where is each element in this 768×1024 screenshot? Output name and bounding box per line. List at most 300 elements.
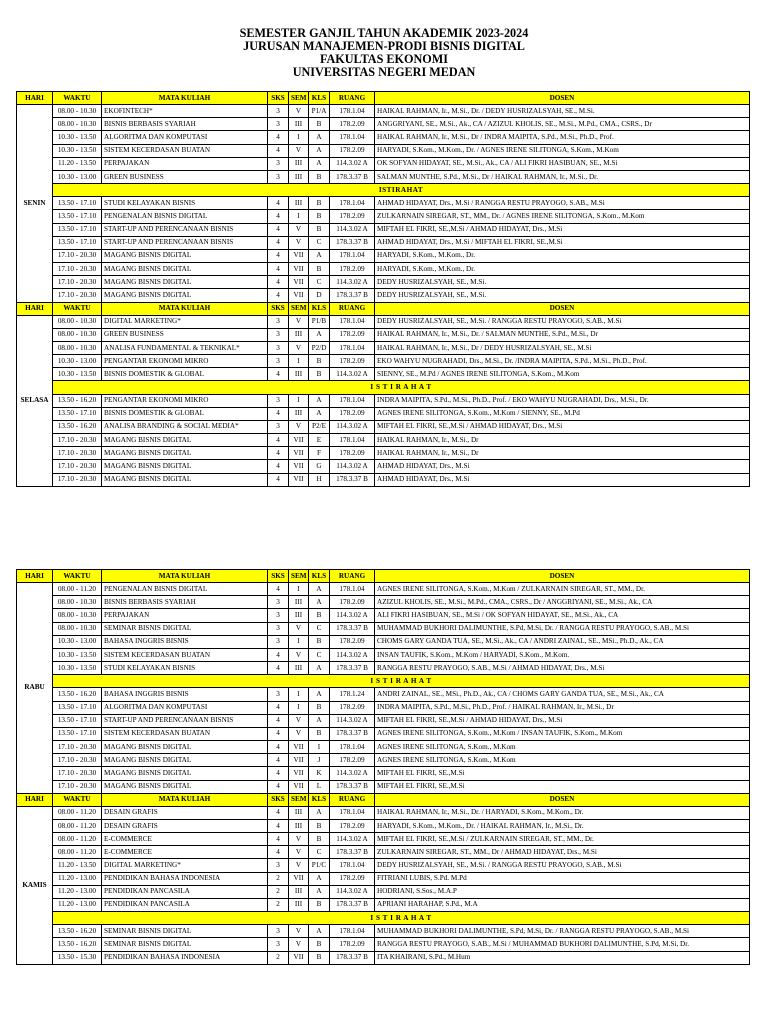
- dosen-cell: OK SOFYAN HIDAYAT, SE., M.Si., Ak., CA / ALI FIKRI HASIBUAN, SE., M.Si: [375, 157, 750, 170]
- waktu-cell: 17.10 - 20.30: [53, 767, 102, 780]
- kls-cell: B: [309, 118, 330, 131]
- table-row: [17, 846, 750, 859]
- table-row: [17, 767, 750, 780]
- ruang-cell: 178.2.09: [330, 819, 375, 832]
- dosen-cell: ANGGRIYANI, SE., M.Si., Ak., CA / AZIZUL KHOLIS, SE., M.Si., M.Pd., CMA., CSRS., Dr: [375, 118, 750, 131]
- mata-kuliah-cell: STUDI KELAYAKAN BISNIS: [102, 197, 268, 210]
- header-faculty: FAKULTAS EKONOMI: [319, 52, 449, 66]
- column-header: MATA KULIAH: [102, 92, 268, 105]
- table-row: [17, 596, 750, 609]
- dosen-cell: RANGGA RESTU PRAYOGO, S.AB., M.Si / MUHAMMAD BUKHORI DALIMUNTHE, S.Pd, M.Si, Dr.: [375, 938, 750, 951]
- sem-cell: VII: [289, 434, 309, 447]
- waktu-cell: 13.50 - 17.10: [53, 701, 102, 714]
- kls-cell: P1/B: [309, 315, 330, 328]
- sks-cell: 4: [268, 210, 289, 223]
- ruang-cell: 178.2.09: [330, 263, 375, 276]
- ruang-cell: 178.3.37 B: [330, 951, 375, 964]
- waktu-cell: 08.00 - 10.30: [53, 341, 102, 354]
- column-header: KLS: [309, 92, 330, 105]
- sks-cell: 4: [268, 263, 289, 276]
- table-row: [17, 622, 750, 635]
- mata-kuliah-cell: MAGANG BISNIS DIGITAL: [102, 741, 268, 754]
- mata-kuliah-cell: PENGENALAN BISNIS DIGITAL: [102, 210, 268, 223]
- column-header: MATA KULIAH: [102, 570, 268, 583]
- ruang-cell: 114.3.02 A: [330, 767, 375, 780]
- sem-cell: V: [289, 420, 309, 433]
- table-row: [17, 407, 750, 420]
- dosen-cell: MIFTAH EL FIKRI, SE.,M.Si / AHMAD HIDAYAT, Drs., M.Si: [375, 223, 750, 236]
- dosen-cell: HARYADI, S.Kom., M.Kom., Dr.: [375, 249, 750, 262]
- dosen-cell: INDRA MAIPITA, S.Pd., M.Si., Ph.D., Prof. / EKO WAHYU NUGRAHADI, Drs., M.Si., Dr.: [375, 394, 750, 407]
- kls-cell: H: [309, 473, 330, 486]
- column-header: KLS: [309, 302, 330, 315]
- break-label: ISTIRAHAT: [53, 184, 750, 197]
- sks-cell: 4: [268, 767, 289, 780]
- waktu-cell: 17.10 - 20.30: [53, 263, 102, 276]
- ruang-cell: 178.2.09: [330, 872, 375, 885]
- table-row: [17, 394, 750, 407]
- day-cell: SELASA: [17, 315, 53, 486]
- sem-cell: I: [289, 131, 309, 144]
- kls-cell: B: [309, 368, 330, 381]
- mata-kuliah-cell: STUDI KELAYAKAN BISNIS: [102, 662, 268, 675]
- ruang-cell: 178.1.04: [330, 105, 375, 118]
- dosen-cell: RANGGA RESTU PRAYOGO, S.AB., M.Si / AHMAD HIDAYAT, Drs., M.Si: [375, 662, 750, 675]
- sks-cell: 2: [268, 951, 289, 964]
- kls-cell: B: [309, 819, 330, 832]
- column-header: HARI: [17, 570, 53, 583]
- ruang-cell: 178.2.09: [330, 144, 375, 157]
- sem-cell: VII: [289, 951, 309, 964]
- mata-kuliah-cell: SEMINAR BISNIS DIGITAL: [102, 622, 268, 635]
- dosen-cell: HAIKAL RAHMAN, Ir., M.Si., Dr / DEDY HUSRIZALSYAH, SE., M.Si: [375, 341, 750, 354]
- waktu-cell: 11.20 - 13.50: [53, 859, 102, 872]
- kls-cell: A: [309, 885, 330, 898]
- ruang-cell: 178.2.09: [330, 754, 375, 767]
- ruang-cell: 178.2.09: [330, 596, 375, 609]
- kls-cell: A: [309, 714, 330, 727]
- column-header: RUANG: [330, 570, 375, 583]
- sem-cell: V: [289, 833, 309, 846]
- sks-cell: 3: [268, 315, 289, 328]
- kls-cell: B: [309, 197, 330, 210]
- ruang-cell: 178.1.04: [330, 741, 375, 754]
- mata-kuliah-cell: SISTEM KECERDASAN BUATAN: [102, 648, 268, 661]
- sem-cell: III: [289, 328, 309, 341]
- mata-kuliah-cell: SEMINAR BISNIS DIGITAL: [102, 925, 268, 938]
- ruang-cell: 178.1.04: [330, 249, 375, 262]
- dosen-cell: DEDY HUSRIZALSYAH, SE., M.Si. / RANGGA RESTU PRAYOGO, S.AB., M.Si: [375, 315, 750, 328]
- sem-cell: I: [289, 635, 309, 648]
- table-row: [17, 780, 750, 793]
- sks-cell: 4: [268, 754, 289, 767]
- table-row: [17, 635, 750, 648]
- mata-kuliah-cell: ANALISA BRANDING & SOCIAL MEDIA*: [102, 420, 268, 433]
- waktu-cell: 08.00 - 10.30: [53, 609, 102, 622]
- mata-kuliah-cell: PENDIDIKAN BAHASA INDONESIA: [102, 872, 268, 885]
- table-row: [17, 276, 750, 289]
- mata-kuliah-cell: MAGANG BISNIS DIGITAL: [102, 780, 268, 793]
- kls-cell: E: [309, 434, 330, 447]
- sem-cell: III: [289, 368, 309, 381]
- kls-cell: I: [309, 741, 330, 754]
- sks-cell: 4: [268, 819, 289, 832]
- sks-cell: 4: [268, 460, 289, 473]
- sem-cell: III: [289, 885, 309, 898]
- mata-kuliah-cell: START-UP AND PERENCANAAN BISNIS: [102, 223, 268, 236]
- kls-cell: A: [309, 394, 330, 407]
- table-row: [17, 833, 750, 846]
- break-row: [17, 184, 750, 197]
- sks-cell: 4: [268, 727, 289, 740]
- column-header-row: [17, 302, 750, 315]
- kls-cell: D: [309, 289, 330, 302]
- waktu-cell: 13.50 - 17.10: [53, 236, 102, 249]
- kls-cell: G: [309, 460, 330, 473]
- mata-kuliah-cell: PENGANTAR EKONOMI MIKRO: [102, 355, 268, 368]
- column-header: HARI: [17, 92, 53, 105]
- waktu-cell: 10.30 - 13.50: [53, 368, 102, 381]
- sem-cell: I: [289, 355, 309, 368]
- waktu-cell: 08.00 - 11.20: [53, 583, 102, 596]
- dosen-cell: HARYADI, S.Kom., M.Kom., Dr. / AGNES IRENE SILITONGA, S.Kom., M.Kom: [375, 144, 750, 157]
- waktu-cell: 10.30 - 13.50: [53, 144, 102, 157]
- sks-cell: 3: [268, 859, 289, 872]
- ruang-cell: 178.3.37 B: [330, 473, 375, 486]
- dosen-cell: HAIKAL RAHMAN, Ir., M.Si., Dr: [375, 434, 750, 447]
- sem-cell: III: [289, 898, 309, 911]
- kls-cell: J: [309, 754, 330, 767]
- mata-kuliah-cell: SISTEM KECERDASAN BUATAN: [102, 727, 268, 740]
- column-header: RUANG: [330, 793, 375, 806]
- mata-kuliah-cell: PERPAJAKAN: [102, 157, 268, 170]
- dosen-cell: HAIKAL RAHMAN, Ir., M.Si., Dr. / DEDY HUSRIZALSYAH, SE., M.Si.: [375, 105, 750, 118]
- column-header: KLS: [309, 570, 330, 583]
- sks-cell: 4: [268, 144, 289, 157]
- mata-kuliah-cell: MAGANG BISNIS DIGITAL: [102, 276, 268, 289]
- mata-kuliah-cell: GREEN BUSINESS: [102, 170, 268, 183]
- dosen-cell: AHMAD HIDAYAT, Drs., M.Si: [375, 460, 750, 473]
- mata-kuliah-cell: E-COMMERCE: [102, 846, 268, 859]
- ruang-cell: 114.3.02 A: [330, 368, 375, 381]
- column-header: DOSEN: [375, 793, 750, 806]
- mata-kuliah-cell: BISNIS DOMESTIK & GLOBAL: [102, 368, 268, 381]
- table-row: [17, 714, 750, 727]
- sks-cell: 3: [268, 118, 289, 131]
- sks-cell: 4: [268, 833, 289, 846]
- break-label: I S T I R A H A T: [53, 675, 750, 688]
- table-row: [17, 105, 750, 118]
- ruang-cell: 178.3.37 B: [330, 846, 375, 859]
- waktu-cell: 08.00 - 10.30: [53, 118, 102, 131]
- dosen-cell: AZIZUL KHOLIS, SE., M.Si., M.Pd., CMA., CSRS., Dr / ANGGRIYANI, SE., M.Si., Ak., CA: [375, 596, 750, 609]
- table-row: [17, 434, 750, 447]
- sks-cell: 4: [268, 407, 289, 420]
- kls-cell: A: [309, 925, 330, 938]
- kls-cell: A: [309, 131, 330, 144]
- table-row: [17, 688, 750, 701]
- column-header-row: [17, 793, 750, 806]
- ruang-cell: 178.1.04: [330, 925, 375, 938]
- waktu-cell: 17.10 - 20.30: [53, 434, 102, 447]
- dosen-cell: APRIANI HARAHAP, S.Pd., M.A: [375, 898, 750, 911]
- ruang-cell: 114.3.02 A: [330, 223, 375, 236]
- waktu-cell: 13.50 - 16.20: [53, 938, 102, 951]
- dosen-cell: HAIKAL RAHMAN, Ir., M.Si., Dr. / HARYADI, S.Kom., M.Kom., Dr.: [375, 806, 750, 819]
- dosen-cell: ZULKARNAIN SIREGAR, ST., MM., Dr / AHMAD HIDAYAT, Drs., M.Si: [375, 846, 750, 859]
- dosen-cell: AHMAD HIDAYAT, Drs., M.Si: [375, 473, 750, 486]
- sem-cell: I: [289, 688, 309, 701]
- kls-cell: P1/C: [309, 859, 330, 872]
- day-cell: SENIN: [17, 105, 53, 302]
- waktu-cell: 17.10 - 20.30: [53, 754, 102, 767]
- waktu-cell: 17.10 - 20.30: [53, 447, 102, 460]
- sks-cell: 4: [268, 473, 289, 486]
- sem-cell: V: [289, 105, 309, 118]
- kls-cell: P1/A: [309, 105, 330, 118]
- mata-kuliah-cell: SISTEM KECERDASAN BUATAN: [102, 144, 268, 157]
- dosen-cell: SIENNY, SE., M.Pd / AGNES IRENE SILITONGA, S.Kom., M.Kom: [375, 368, 750, 381]
- table-row: [17, 131, 750, 144]
- table-row: [17, 819, 750, 832]
- sks-cell: 3: [268, 596, 289, 609]
- sks-cell: 3: [268, 328, 289, 341]
- kls-cell: C: [309, 236, 330, 249]
- sem-cell: V: [289, 846, 309, 859]
- kls-cell: A: [309, 583, 330, 596]
- dosen-cell: HAIKAL RAHMAN, Ir., M.Si., Dr: [375, 447, 750, 460]
- sem-cell: III: [289, 118, 309, 131]
- table-row: [17, 951, 750, 964]
- mata-kuliah-cell: MAGANG BISNIS DIGITAL: [102, 473, 268, 486]
- dosen-cell: DEDY HUSRIZALSYAH, SE., M.Si.: [375, 276, 750, 289]
- sem-cell: III: [289, 596, 309, 609]
- table-row: [17, 727, 750, 740]
- column-header: WAKTU: [53, 92, 102, 105]
- kls-cell: A: [309, 328, 330, 341]
- column-header: HARI: [17, 302, 53, 315]
- dosen-cell: INDRA MAIPITA, S.Pd., M.Si., Ph.D., Prof. / HAIKAL RAHMAN, Ir., M.Si., Dr: [375, 701, 750, 714]
- sem-cell: I: [289, 701, 309, 714]
- column-header: SKS: [268, 92, 289, 105]
- sks-cell: 4: [268, 780, 289, 793]
- sks-cell: 3: [268, 105, 289, 118]
- table-row: [17, 328, 750, 341]
- kls-cell: A: [309, 407, 330, 420]
- sem-cell: VII: [289, 780, 309, 793]
- mata-kuliah-cell: PENDIDIKAN BAHASA INDONESIA: [102, 951, 268, 964]
- sem-cell: V: [289, 315, 309, 328]
- break-label: I S T I R A H A T: [53, 381, 750, 394]
- table-row: [17, 583, 750, 596]
- ruang-cell: 114.3.02 A: [330, 833, 375, 846]
- ruang-cell: 178.1.04: [330, 341, 375, 354]
- waktu-cell: 08.00 - 10.30: [53, 105, 102, 118]
- table-row: [17, 662, 750, 675]
- sks-cell: 4: [268, 447, 289, 460]
- column-header: RUANG: [330, 92, 375, 105]
- waktu-cell: 11.20 - 13.00: [53, 898, 102, 911]
- sks-cell: 3: [268, 355, 289, 368]
- table-row: [17, 368, 750, 381]
- mata-kuliah-cell: MAGANG BISNIS DIGITAL: [102, 263, 268, 276]
- waktu-cell: 08.00 - 11.20: [53, 806, 102, 819]
- mata-kuliah-cell: ANALISA FUNDAMENTAL & TEKNIKAL*: [102, 341, 268, 354]
- sem-cell: V: [289, 859, 309, 872]
- ruang-cell: 178.2.09: [330, 328, 375, 341]
- waktu-cell: 13.50 - 17.10: [53, 407, 102, 420]
- dosen-cell: HAIKAL RAHMAN, Ir., M.Si., Dr / INDRA MAIPITA, S.Pd., M.Si., Ph.D., Prof.: [375, 131, 750, 144]
- kls-cell: L: [309, 780, 330, 793]
- sem-cell: I: [289, 210, 309, 223]
- sem-cell: III: [289, 197, 309, 210]
- sem-cell: V: [289, 144, 309, 157]
- dosen-cell: AHMAD HIDAYAT, Drs., M.Si / MIFTAH EL FIKRI, SE.,M.Si: [375, 236, 750, 249]
- waktu-cell: 08.00 - 10.30: [53, 622, 102, 635]
- ruang-cell: 178.3.37 B: [330, 289, 375, 302]
- table-row: [17, 170, 750, 183]
- sks-cell: 4: [268, 583, 289, 596]
- sks-cell: 3: [268, 609, 289, 622]
- waktu-cell: 08.00 - 11.20: [53, 819, 102, 832]
- waktu-cell: 17.10 - 20.30: [53, 276, 102, 289]
- sem-cell: I: [289, 583, 309, 596]
- mata-kuliah-cell: MAGANG BISNIS DIGITAL: [102, 249, 268, 262]
- kls-cell: A: [309, 806, 330, 819]
- kls-cell: P2/D: [309, 341, 330, 354]
- waktu-cell: 11.20 - 13.00: [53, 885, 102, 898]
- ruang-cell: 178.2.09: [330, 938, 375, 951]
- table-row: [17, 447, 750, 460]
- sem-cell: VII: [289, 754, 309, 767]
- ruang-cell: 114.3.02 A: [330, 885, 375, 898]
- sks-cell: 4: [268, 197, 289, 210]
- dosen-cell: MIFTAH EL FIKRI, SE.,M.Si / ZULKARNAIN SIREGAR, ST., MM., Dr.: [375, 833, 750, 846]
- kls-cell: B: [309, 609, 330, 622]
- column-header: SEM: [289, 793, 309, 806]
- sks-cell: 3: [268, 341, 289, 354]
- waktu-cell: 13.50 - 15.30: [53, 951, 102, 964]
- sks-cell: 2: [268, 898, 289, 911]
- kls-cell: P2/E: [309, 420, 330, 433]
- kls-cell: A: [309, 157, 330, 170]
- ruang-cell: 178.3.37 B: [330, 236, 375, 249]
- waktu-cell: 13.50 - 17.10: [53, 727, 102, 740]
- column-header: SEM: [289, 302, 309, 315]
- ruang-cell: 178.2.09: [330, 210, 375, 223]
- waktu-cell: 13.50 - 17.10: [53, 210, 102, 223]
- kls-cell: B: [309, 898, 330, 911]
- table-row: [17, 118, 750, 131]
- dosen-cell: HARYADI, S.Kom., M.Kom., Dr. / HAIKAL RAHMAN, Ir., M.Si., Dr.: [375, 819, 750, 832]
- sks-cell: 4: [268, 662, 289, 675]
- kls-cell: A: [309, 688, 330, 701]
- dosen-cell: ALI FIKRI HASIBUAN, SE., M.Si / OK SOFYAN HIDAYAT, SE., M.Si., Ak., CA: [375, 609, 750, 622]
- waktu-cell: 10.30 - 13.00: [53, 170, 102, 183]
- ruang-cell: 178.1.04: [330, 315, 375, 328]
- table-row: [17, 289, 750, 302]
- ruang-cell: 178.2.09: [330, 118, 375, 131]
- ruang-cell: 114.3.02 A: [330, 714, 375, 727]
- mata-kuliah-cell: PENGENALAN BISNIS DIGITAL: [102, 583, 268, 596]
- ruang-cell: 178.2.09: [330, 635, 375, 648]
- waktu-cell: 13.50 - 17.10: [53, 197, 102, 210]
- sks-cell: 3: [268, 170, 289, 183]
- sks-cell: 3: [268, 635, 289, 648]
- sem-cell: V: [289, 236, 309, 249]
- table-row: [17, 236, 750, 249]
- kls-cell: A: [309, 596, 330, 609]
- dosen-cell: MIFTAH EL FIKRI, SE.,M.Si: [375, 767, 750, 780]
- ruang-cell: 114.3.02 A: [330, 648, 375, 661]
- sks-cell: 4: [268, 714, 289, 727]
- waktu-cell: 13.50 - 17.10: [53, 223, 102, 236]
- dosen-cell: DEDY HUSRIZALSYAH, SE., M.Si. / RANGGA RESTU PRAYOGO, S.AB., M.Si: [375, 859, 750, 872]
- table-row: [17, 885, 750, 898]
- mata-kuliah-cell: MAGANG BISNIS DIGITAL: [102, 754, 268, 767]
- ruang-cell: 178.3.37 B: [330, 727, 375, 740]
- mata-kuliah-cell: PERPAJAKAN: [102, 609, 268, 622]
- column-header: MATA KULIAH: [102, 302, 268, 315]
- sks-cell: 4: [268, 701, 289, 714]
- sks-cell: 4: [268, 741, 289, 754]
- mata-kuliah-cell: GREEN BUSINESS: [102, 328, 268, 341]
- kls-cell: B: [309, 355, 330, 368]
- kls-cell: K: [309, 767, 330, 780]
- sem-cell: III: [289, 157, 309, 170]
- mata-kuliah-cell: PENGANTAR EKONOMI MIKRO: [102, 394, 268, 407]
- table-row: [17, 263, 750, 276]
- sem-cell: III: [289, 819, 309, 832]
- ruang-cell: 114.3.02 A: [330, 276, 375, 289]
- waktu-cell: 11.20 - 13.50: [53, 157, 102, 170]
- table-row: [17, 210, 750, 223]
- mata-kuliah-cell: DESAIN GRAFIS: [102, 819, 268, 832]
- sem-cell: III: [289, 170, 309, 183]
- mata-kuliah-cell: MAGANG BISNIS DIGITAL: [102, 767, 268, 780]
- ruang-cell: 178.1.04: [330, 859, 375, 872]
- table-row: [17, 648, 750, 661]
- waktu-cell: 17.10 - 20.30: [53, 460, 102, 473]
- table-row: [17, 925, 750, 938]
- table-row: [17, 420, 750, 433]
- column-header: HARI: [17, 793, 53, 806]
- waktu-cell: 10.30 - 13.50: [53, 131, 102, 144]
- table-row: [17, 473, 750, 486]
- mata-kuliah-cell: MAGANG BISNIS DIGITAL: [102, 289, 268, 302]
- table-row: [17, 938, 750, 951]
- header-semester: SEMESTER GANJIL TAHUN AKADEMIK 2023-2024: [239, 26, 529, 40]
- column-header: SKS: [268, 302, 289, 315]
- sks-cell: 4: [268, 249, 289, 262]
- sks-cell: 2: [268, 872, 289, 885]
- sem-cell: V: [289, 341, 309, 354]
- dosen-cell: AGNES IRENE SILITONGA, S.Kom., M.Kom: [375, 741, 750, 754]
- ruang-cell: 178.3.37 B: [330, 622, 375, 635]
- mata-kuliah-cell: BAHASA INGGRIS BISNIS: [102, 688, 268, 701]
- day-cell: KAMIS: [17, 806, 53, 964]
- sks-cell: 4: [268, 806, 289, 819]
- mata-kuliah-cell: MAGANG BISNIS DIGITAL: [102, 434, 268, 447]
- ruang-cell: 114.3.02 A: [330, 609, 375, 622]
- dosen-cell: AGNES IRENE SILITONGA, S.Kom., M.Kom / ZULKARNAIN SIREGAR, ST., MM., Dr.: [375, 583, 750, 596]
- dosen-cell: AHMAD HIDAYAT, Drs., M.Si / RANGGA RESTU PRAYOGO, S.AB., M.Si: [375, 197, 750, 210]
- table-row: [17, 859, 750, 872]
- sks-cell: 4: [268, 368, 289, 381]
- kls-cell: C: [309, 276, 330, 289]
- waktu-cell: 08.00 - 10.30: [53, 328, 102, 341]
- table-row: [17, 701, 750, 714]
